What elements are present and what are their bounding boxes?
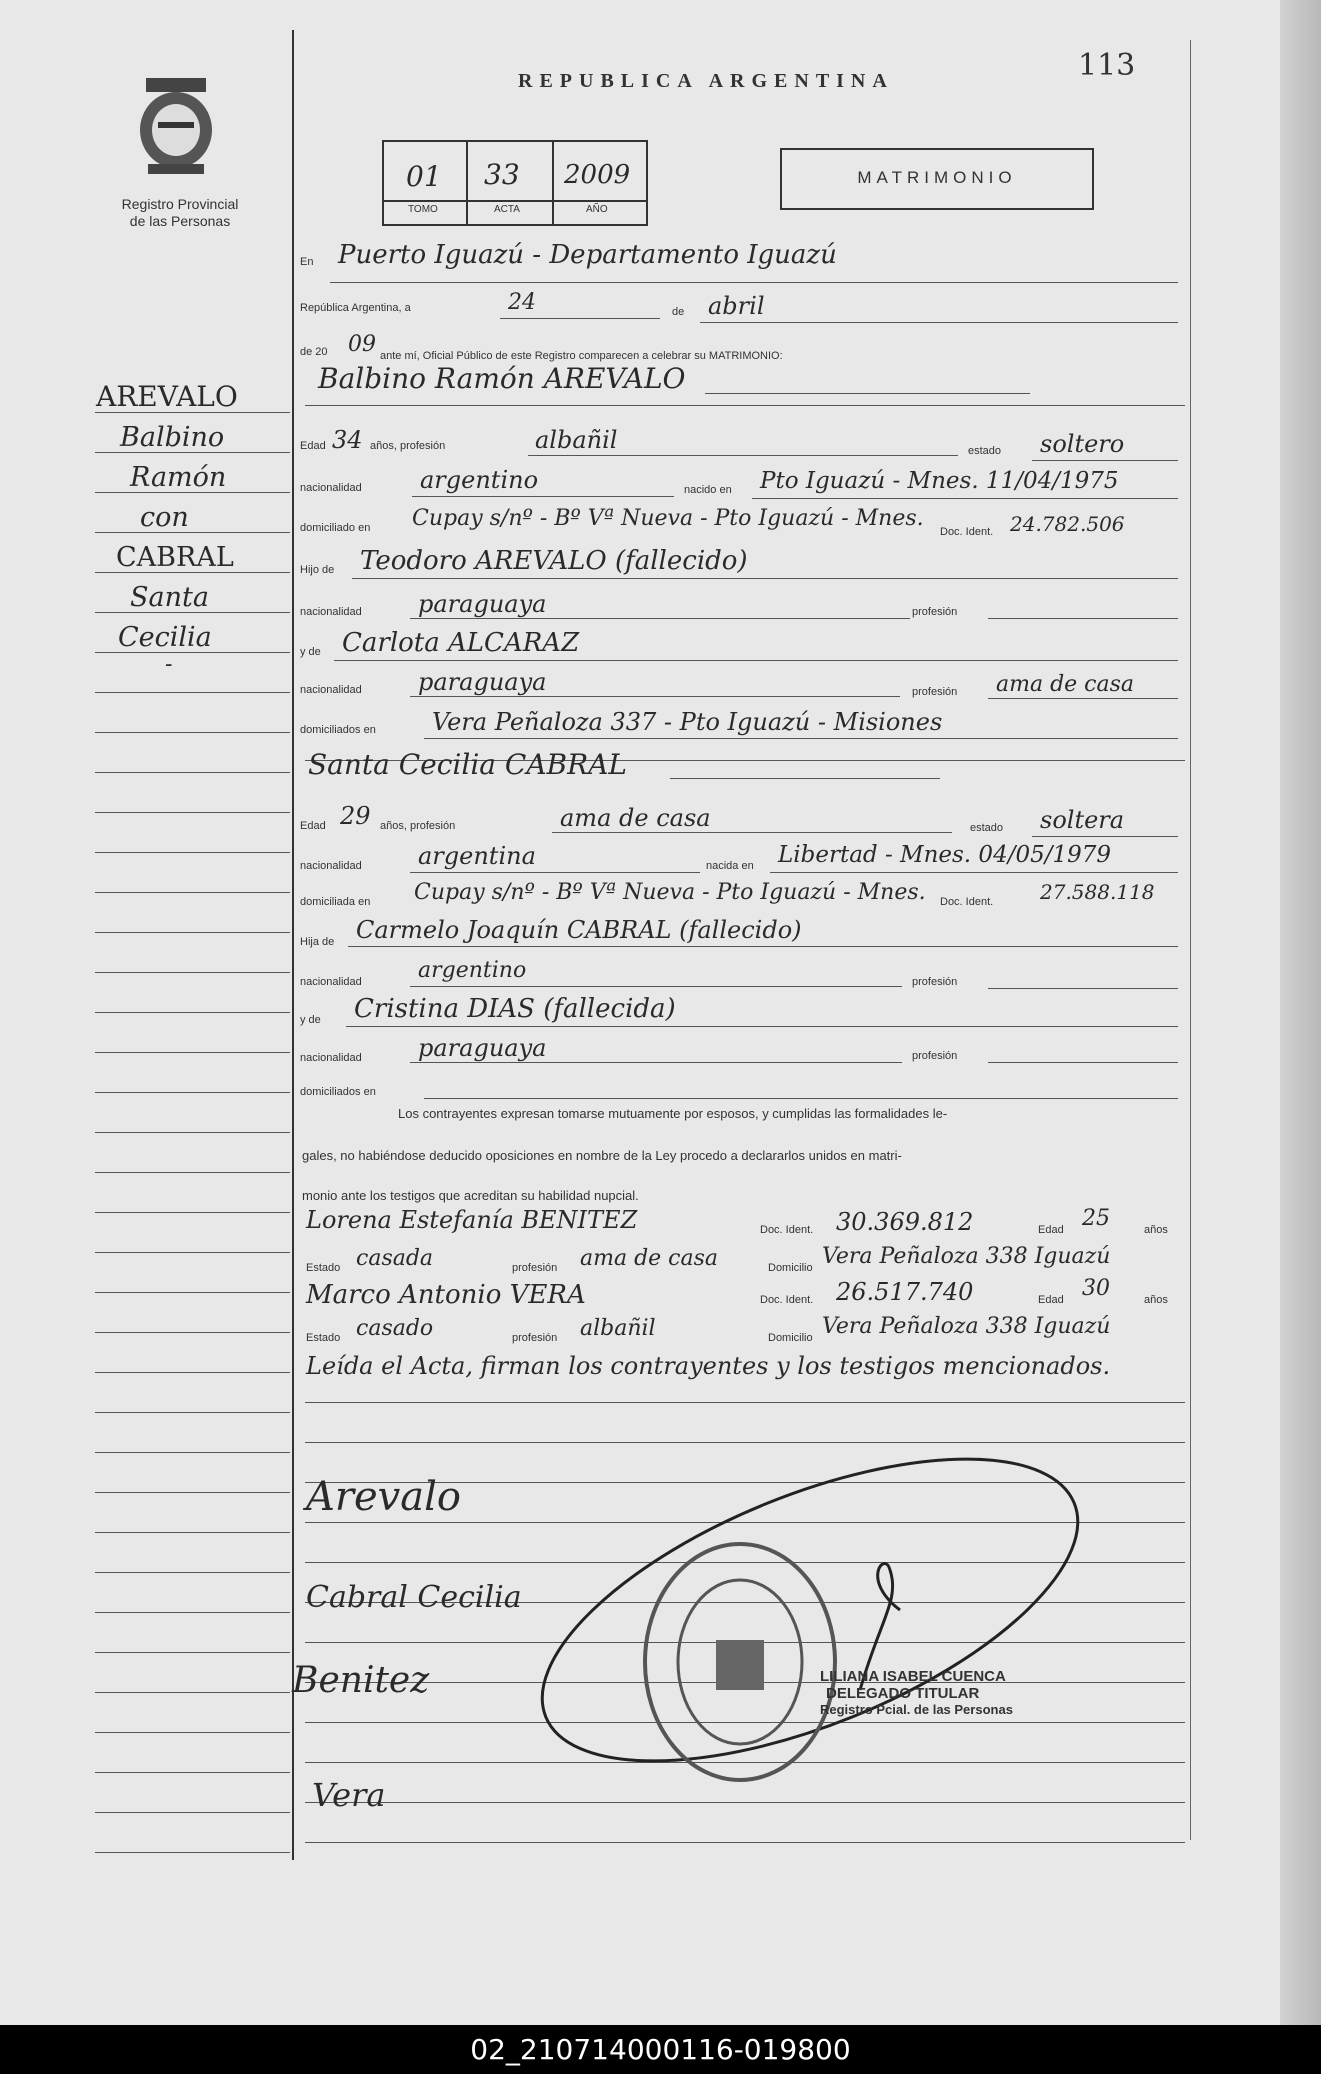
witness2-name: Marco Antonio VERA xyxy=(306,1280,586,1310)
intro-month: abril xyxy=(708,292,765,320)
groom-dom-label: domiciliado en xyxy=(300,522,371,534)
year-value: 2009 xyxy=(564,160,631,190)
witness2-age-label: Edad xyxy=(1038,1294,1064,1306)
acta-label: ACTA xyxy=(494,204,520,215)
registry-name xyxy=(90,196,270,230)
witness2-prof-label: profesión xyxy=(512,1332,558,1344)
witness1-name: Lorena Estefanía BENITEZ xyxy=(306,1206,638,1234)
year-label: AÑO xyxy=(586,204,608,215)
intro-year: 09 xyxy=(348,332,376,357)
margin-note-surname: AREVALO xyxy=(96,380,238,413)
margin-note-name4: Cecilia xyxy=(118,622,212,653)
groom-father-label: Hijo de xyxy=(300,564,335,576)
groom-parents-dom-label: domiciliados en xyxy=(300,724,376,736)
margin-note-name3: Santa xyxy=(130,582,209,613)
bride-doc-label: Doc. Ident. xyxy=(940,896,994,908)
groom-status: soltero xyxy=(1040,430,1125,458)
groom-mother: Carlota ALCARAZ xyxy=(342,628,580,658)
bride-born-label: nacida en xyxy=(706,860,754,872)
official-title: DELEGADO TITULAR xyxy=(826,1685,980,1702)
registry-line-1: Registro Provincial xyxy=(121,196,239,212)
bride-mother-nat-label: nacionalidad xyxy=(300,1052,362,1064)
intro-republica-label: República Argentina, a xyxy=(300,302,411,314)
groom-doc-label: Doc. Ident. xyxy=(940,526,994,538)
bride-born: Libertad - Mnes. 04/05/1979 xyxy=(778,842,1111,868)
bride-mother-nat: paraguaya xyxy=(418,1034,547,1062)
bride-father-label: Hija de xyxy=(300,936,335,948)
bride-nat-label: nacionalidad xyxy=(300,860,362,872)
witness1-doc-label: Doc. Ident. xyxy=(760,1224,814,1236)
witness1-status-label: Estado xyxy=(306,1262,341,1274)
witness2-doc-label: Doc. Ident. xyxy=(760,1294,814,1306)
witness2-doc: 26.517.740 xyxy=(836,1278,974,1306)
bride-status-label: estado xyxy=(970,822,1004,834)
margin-note-con: con xyxy=(140,502,189,533)
groom-nat-label: nacionalidad xyxy=(300,482,362,494)
act-type-box xyxy=(780,148,1094,210)
bride-prof-label: años, profesión xyxy=(380,820,456,832)
intro-en-label: En xyxy=(300,256,314,268)
tomo-acta-year-box xyxy=(382,140,648,226)
witness1-domicile: Vera Peñaloza 338 Iguazú xyxy=(822,1244,1111,1269)
groom-mother-label: y de xyxy=(300,646,321,658)
closing-statement: Leída el Acta, firman los contrayentes y los testigos mencionados. xyxy=(306,1352,1111,1380)
registry-line-2: de las Personas xyxy=(129,213,231,229)
groom-mother-nat-label: nacionalidad xyxy=(300,684,362,696)
intro-day: 24 xyxy=(508,290,536,315)
margin-note-dash: - xyxy=(165,652,173,677)
groom-mother-prof-label: profesión xyxy=(912,686,958,698)
declaration-line-3: monio ante los testigos que acreditan su habilidad nupcial. xyxy=(302,1188,639,1203)
witness1-prof-label: profesión xyxy=(512,1262,558,1274)
bride-doc: 27.588.118 xyxy=(1040,880,1155,904)
intro-year-label: de 20 xyxy=(300,346,328,358)
margin-note-name1: Balbino xyxy=(120,422,225,453)
bride-age-label: Edad xyxy=(300,820,326,832)
witness1-age: 25 xyxy=(1082,1206,1110,1231)
signature-groom: Arevalo xyxy=(306,1474,461,1520)
witness2-domicile: Vera Peñaloza 338 Iguazú xyxy=(822,1314,1111,1339)
bride-father-nat-label: nacionalidad xyxy=(300,976,362,988)
witness2-profession: albañil xyxy=(580,1316,656,1341)
declaration-line-2: gales, no habiéndose deducido oposiciones en nombre de la Ley procedo a declararlos unidos en matri- xyxy=(302,1148,902,1163)
bride-dom-label: domiciliada en xyxy=(300,896,371,908)
official-stamp xyxy=(820,1668,1060,1717)
bride-father-prof-label: profesión xyxy=(912,976,958,988)
act-type: MATRIMONIO xyxy=(857,168,1017,187)
page-shadow xyxy=(1280,0,1321,2025)
bride-mother: Cristina DIAS (fallecida) xyxy=(354,994,676,1024)
groom-name: Balbino Ramón AREVALO xyxy=(318,362,686,395)
groom-father: Teodoro AREVALO (fallecido) xyxy=(360,546,748,576)
acta-value: 33 xyxy=(484,158,520,191)
signature-bride: Cabral Cecilia xyxy=(306,1580,522,1615)
bride-nationality: argentina xyxy=(418,842,536,870)
right-border xyxy=(1190,40,1191,1840)
signature-witness-1: Benitez xyxy=(292,1660,430,1701)
groom-mother-prof: ama de casa xyxy=(996,672,1135,697)
tomo-label: TOMO xyxy=(408,204,438,215)
margin-divider xyxy=(292,30,294,1860)
witness1-dom-label: Domicilio xyxy=(768,1262,813,1274)
groom-born: Pto Iguazú - Mnes. 11/04/1975 xyxy=(760,468,1119,494)
crest-icon xyxy=(128,72,224,180)
groom-profession: albañil xyxy=(535,426,618,454)
witness2-status: casado xyxy=(356,1316,434,1341)
intro-ante-text: ante mí, Oficial Público de este Registro comparecen a celebrar su MATRIMONIO: xyxy=(380,350,783,362)
groom-born-label: nacido en xyxy=(684,484,732,496)
groom-age: 34 xyxy=(332,426,363,454)
witness2-years-label: años xyxy=(1144,1294,1168,1306)
bride-parents-dom-label: domiciliados en xyxy=(300,1086,376,1098)
witness2-status-label: Estado xyxy=(306,1332,341,1344)
margin-note-name2: Ramón xyxy=(130,462,227,493)
scan-footer: 02_210714000116-019800 xyxy=(0,2025,1321,2074)
bride-name: Santa Cecilia CABRAL xyxy=(308,748,628,781)
bride-mother-label: y de xyxy=(300,1014,321,1026)
groom-parents-dom: Vera Peñaloza 337 - Pto Iguazú - Misiones xyxy=(432,708,943,736)
witness1-status: casada xyxy=(356,1246,434,1271)
bride-profession: ama de casa xyxy=(560,804,711,832)
witness1-years-label: años xyxy=(1144,1224,1168,1236)
country-title: REPUBLICA ARGENTINA xyxy=(518,70,894,92)
witness1-age-label: Edad xyxy=(1038,1224,1064,1236)
witness2-dom-label: Domicilio xyxy=(768,1332,813,1344)
official-seal xyxy=(640,1540,840,1785)
groom-age-label: Edad xyxy=(300,440,326,452)
groom-status-label: estado xyxy=(968,445,1002,457)
intro-de-label: de xyxy=(672,306,685,318)
bride-father-nat: argentino xyxy=(418,958,527,983)
groom-father-prof-label: profesión xyxy=(912,606,958,618)
bride-father: Carmelo Joaquín CABRAL (fallecido) xyxy=(356,916,802,944)
declaration-line-1: Los contrayentes expresan tomarse mutuamente por esposos, y cumplidas las formalidades le- xyxy=(398,1106,948,1121)
groom-nationality: argentino xyxy=(420,466,539,494)
signature-witness-2: Vera xyxy=(312,1776,386,1814)
bride-mother-prof-label: profesión xyxy=(912,1050,958,1062)
official-name: LILIANA ISABEL CUENCA xyxy=(820,1668,1006,1685)
witness2-age: 30 xyxy=(1082,1276,1110,1301)
groom-prof-label: años, profesión xyxy=(370,440,446,452)
official-org: Registro Pcial. de las Personas xyxy=(820,1702,1013,1717)
bride-age: 29 xyxy=(340,802,371,830)
groom-father-nat-label: nacionalidad xyxy=(300,606,362,618)
page-number: 113 xyxy=(1078,48,1136,83)
bride-status: soltera xyxy=(1040,806,1125,834)
groom-mother-nat: paraguaya xyxy=(418,668,547,696)
witness1-profession: ama de casa xyxy=(580,1246,719,1271)
margin-note-surname2: CABRAL xyxy=(116,542,234,573)
groom-father-nat: paraguaya xyxy=(418,590,547,618)
bride-domicile: Cupay s/nº - Bº Vª Nueva - Pto Iguazú - Mnes. xyxy=(414,880,926,905)
tomo-value: 01 xyxy=(406,160,442,193)
intro-place: Puerto Iguazú - Departamento Iguazú xyxy=(338,240,837,270)
groom-domicile: Cupay s/nº - Bº Vª Nueva - Pto Iguazú - Mnes. xyxy=(412,506,924,531)
groom-doc: 24.782.506 xyxy=(1010,512,1125,536)
witness1-doc: 30.369.812 xyxy=(836,1208,974,1236)
